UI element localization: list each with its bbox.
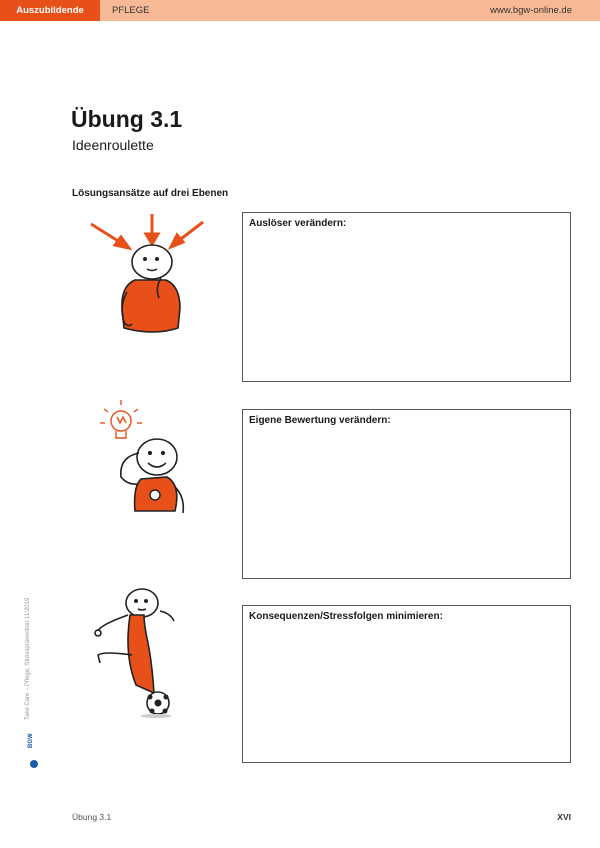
website-link[interactable]: www.bgw-online.de bbox=[490, 5, 572, 16]
answer-box-label: Konsequenzen/Stressfolgen minimieren: bbox=[249, 611, 443, 622]
lightbulb-idea-figure-icon bbox=[95, 395, 205, 520]
audience-tab: Auszubildende bbox=[0, 0, 100, 21]
page-subtitle: Ideenroulette bbox=[72, 137, 154, 153]
side-publication-info: Take Care – Pflege, Stressprävention 11/2019 bbox=[25, 597, 31, 720]
field-label: PFLEGE bbox=[112, 5, 150, 16]
page-number: XVI bbox=[557, 812, 571, 822]
answer-box-evaluation[interactable] bbox=[242, 409, 571, 579]
section-heading: Lösungsansätze auf drei Ebenen bbox=[72, 188, 229, 199]
answer-box-label: Eigene Bewertung verändern: bbox=[249, 415, 391, 426]
kicking-ball-figure-icon bbox=[88, 585, 188, 720]
arrows-pointing-at-head-figure-icon bbox=[85, 212, 215, 337]
answer-box-consequences[interactable] bbox=[242, 605, 571, 763]
header-bar bbox=[0, 0, 600, 21]
footer-exercise: Übung 3.1 bbox=[72, 812, 112, 822]
page-title: Übung 3.1 bbox=[71, 106, 183, 132]
answer-box-label: Auslöser verändern: bbox=[249, 218, 347, 229]
answer-box-triggers[interactable] bbox=[242, 212, 571, 382]
bgw-logo-text: BGW bbox=[28, 733, 34, 748]
